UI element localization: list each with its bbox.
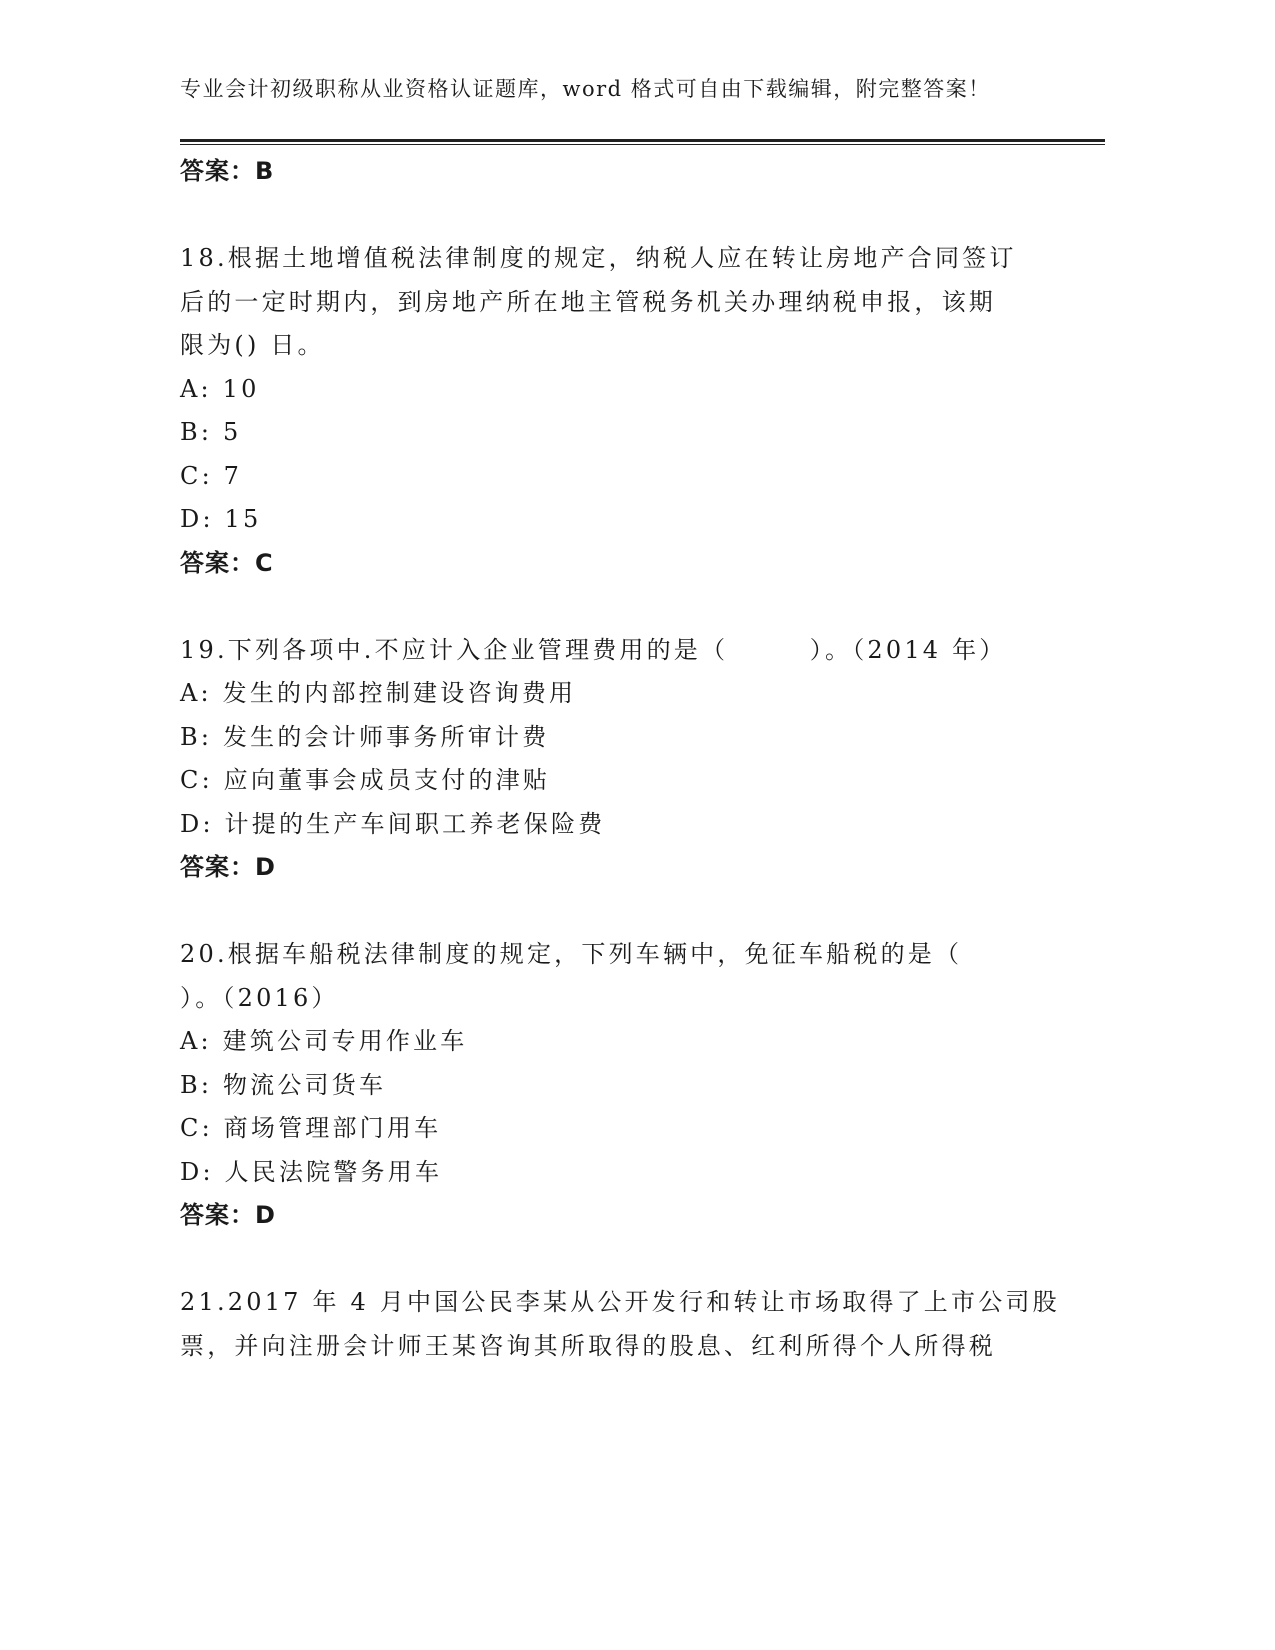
spacer [180,1238,1040,1282]
option-c: C: 7 [180,461,243,490]
question-18 [180,237,1040,585]
question-stem-line: ）。（2016） [180,983,339,1012]
option-d: D: 15 [180,505,262,533]
option-b: B: 物流公司货车 [180,1070,387,1099]
question-stem-line: 票，并向注册会计师王某咨询其所取得的股息、红利所得个人所得税 [180,1331,996,1360]
option-b: B: 5 [180,418,242,446]
option-d: D: 人民法院警务用车 [180,1157,443,1186]
question-stem-line: 18.根据土地增值税法律制度的规定，纳税人应在转让房地产合同签订 [180,244,1017,272]
spacer [180,890,1040,934]
header-rule-thin [180,144,1105,145]
answer-line: 答案：C [180,548,274,577]
option-b: B: 发生的会计师事务所审计费 [180,722,550,751]
question-19 [180,629,1040,890]
option-c: C: 商场管理部门用车 [180,1114,442,1142]
spacer [180,585,1040,629]
header-rule-thick [180,139,1105,142]
question-content [180,150,1060,1368]
answer-line: 答案：D [180,853,276,881]
answer-line: 答案：D [180,1201,276,1229]
spacer [180,194,1040,238]
question-stem-line: 后的一定时期内，到房地产所在地主管税务机关办理纳税申报，该期 [180,287,996,316]
option-a: A: 建筑公司专用作业车 [180,1027,468,1055]
question-stem-line: 限为() 日。 [180,331,325,359]
question-20 [180,933,1040,1238]
question-stem-line: 19.下列各项中.不应计入企业管理费用的是（ ）。（2014 年） [180,635,1007,664]
page-header: 专业会计初级职称从业资格认证题库，word 格式可自由下载编辑，附完整答案！ [180,77,991,101]
option-d: D: 计提的生产车间职工养老保险费 [180,809,606,838]
question-stem-line: 21.2017 年 4 月中国公民李某从公开发行和转让市场取得了上市公司股 [180,1288,1060,1316]
question-stem-line: 20.根据车船税法律制度的规定，下列车辆中，免征车船税的是（ [180,940,963,968]
option-a: A: 发生的内部控制建设咨询费用 [180,679,577,707]
answer-line: 答案：B [180,157,275,185]
option-c: C: 应向董事会成员支付的津贴 [180,766,551,794]
option-a: A: 10 [180,374,260,403]
question-21 [180,1281,1060,1368]
